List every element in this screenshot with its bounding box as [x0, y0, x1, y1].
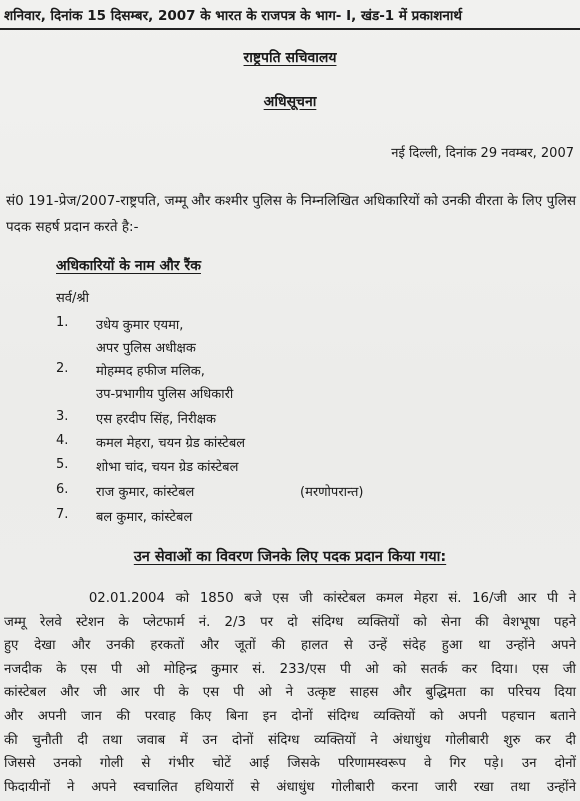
place-date: नई दिल्ली, दिनांक 29 नवम्बर, 2007: [391, 146, 574, 161]
citation-line: जिससे उनको गोली से गंभीर चोटें आई जिसके परिणामस्वरूप वे गिर पड़े। उन दोनों: [4, 756, 576, 772]
officer-name: बल कुमार, कांस्टेबल: [96, 510, 193, 525]
citation-line: कांस्टेबल और जी आर पी के एस पी ओ ने उत्कृष्ट साहस और बुद्धिमता का परिचय दिया: [4, 685, 576, 701]
gazette-header: शनिवार, दिनांक 15 दिसम्बर, 2007 के भारत के राजपत्र के भाग- I, खंड-1 में प्रकाशनार्थ: [4, 8, 463, 24]
officers-list-heading: अधिकारियों के नाम और रैंक: [56, 258, 201, 274]
notification-title: [0, 92, 580, 111]
officer-number: 2.: [56, 361, 69, 376]
officer-number: 5.: [56, 457, 69, 472]
officer-name: उधेय कुमार एयमा,: [96, 318, 184, 333]
officer-posthumous-note: (मरणोपरान्त): [300, 485, 364, 500]
citation-paragraph: [4, 587, 576, 799]
citation-line: हुए देखा और उनकी हरकतों और जूतों की हालत से उन्हें संदेह हुआ था उन्होंने अपने: [4, 638, 576, 654]
notification-title-text: अधिसूचना: [263, 94, 317, 110]
officer-name: राज कुमार, कांस्टेबल: [96, 485, 195, 500]
secretariat-title: [0, 48, 580, 67]
intro-paragraph: सं0 191-प्रेज/2007-राष्ट्रपति, जम्मू और कश्मीर पुलिस के निम्नलिखित अधिकारियों को उनकी वीरता के लिए पुलिस पदक सहर्ष प्रदान करते है:-: [6, 193, 576, 235]
citation-line: की चुनौती दी तथा जवाब में उन दोनों संदिग्ध व्यक्तियों ने अंधाधुंध गोलीबारी शुरु कर दी: [4, 732, 576, 748]
secretariat-title-text: राष्ट्रपति सचिवालय: [243, 50, 337, 66]
officer-number: 1.: [56, 315, 69, 330]
header-rule: [0, 28, 580, 30]
officer-name: कमल मेहरा, चयन ग्रेड कांस्टेबल: [96, 436, 246, 451]
citation-line: फिदायीनों ने अपने स्वचालित हथियारों से अंधाधुंध गोलीबारी करना जारी रखा तथा उन्होंने: [4, 779, 576, 795]
officer-name: मोहम्मद हफीज मलिक,: [96, 364, 205, 379]
citation-line: 02.01.2004 को 1850 बजे एस जी कांस्टेबल कमल मेहरा सं. 16/जी आर पी ने: [4, 591, 576, 606]
services-title: [0, 546, 580, 566]
officer-rank: उप-प्रभागीय पुलिस अधिकारी: [96, 387, 234, 402]
officer-number: 4.: [56, 433, 69, 448]
officer-number: 6.: [56, 482, 69, 497]
citation-line: नजदीक के एस पी ओ मोहिन्द्र कुमार सं. 233/एस पी ओ को सतर्क कर दिया। एस जी: [4, 661, 576, 677]
officer-name: शोभा चांद, चयन ग्रेड कांस्टेबल: [96, 460, 239, 475]
citation-line: जम्मू रेलवे स्टेशन के प्लेटफार्म नं. 2/3 पर दो संदिग्ध व्यक्तियों को सेना की वेशभूषा पहने: [4, 614, 576, 630]
officer-name: एस हरदीप सिंह, निरीक्षक: [96, 412, 217, 427]
services-title-text: उन सेवाओं का विवरण जिनके लिए पदक प्रदान किया गया:: [133, 549, 447, 565]
officer-rank: अपर पुलिस अधीक्षक: [96, 341, 196, 356]
citation-line: और अपनी जान की परवाह किए बिना इन दोनों संदिग्ध व्यक्तियों को अपनी पहचान बताने: [4, 708, 576, 724]
officer-number: 3.: [56, 409, 69, 424]
salutation: सर्व/श्री: [56, 291, 89, 306]
officer-number: 7.: [56, 507, 69, 522]
